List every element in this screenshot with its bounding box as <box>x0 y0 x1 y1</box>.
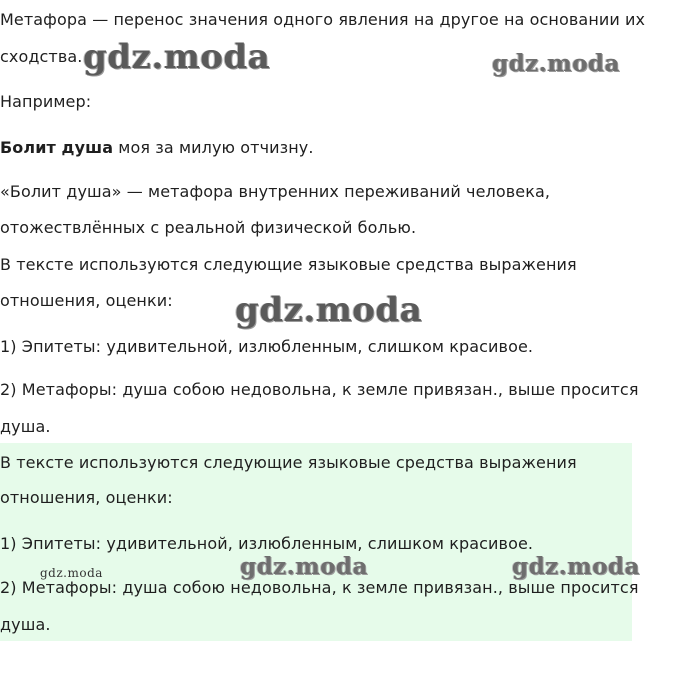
quote-rest-text: моя за милую отчизну. <box>113 138 314 157</box>
highlight-metaphors-line1: 2) Метафоры: душа собою недовольна, к земле привязан., выше просится <box>0 578 639 597</box>
paragraph-explanation-line1: «Болит душа» — метафора внутренних переживаний человека, <box>0 182 551 201</box>
highlight-metaphors-line2: душа. <box>0 615 51 634</box>
watermark-logo: gdz.moda <box>240 553 368 580</box>
paragraph-means-line1: В тексте используются следующие языковые средства выражения <box>0 255 577 274</box>
paragraph-epithets: 1) Эпитеты: удивительной, излюбленным, слишком красивое. <box>0 337 534 356</box>
watermark-logo: gdz.moda <box>83 37 271 77</box>
paragraph-metaphors-line1: 2) Метафоры: душа собою недовольна, к земле привязан., выше просится <box>0 380 639 399</box>
highlight-means-line1: В тексте используются следующие языковые средства выражения <box>0 453 577 472</box>
paragraph-explanation-line2: отожествлённых с реальной физической болью. <box>0 218 417 237</box>
paragraph-definition-line2: сходства. <box>0 47 83 66</box>
watermark-logo: gdz.moda <box>235 290 423 330</box>
paragraph-definition-line1: Метафора — перенос значения одного явления на другое на основании их <box>0 10 646 29</box>
highlight-epithets: 1) Эпитеты: удивительной, излюбленным, слишком красивое. <box>0 534 534 553</box>
watermark-logo: gdz.moda <box>40 566 103 580</box>
paragraph-example-quote <box>0 138 314 158</box>
watermark-logo: gdz.moda <box>512 553 640 580</box>
paragraph-means-line2: отношения, оценки: <box>0 291 173 310</box>
watermark-logo: gdz.moda <box>492 50 620 77</box>
paragraph-example-label: Например: <box>0 92 92 111</box>
highlight-means-line2: отношения, оценки: <box>0 488 173 507</box>
paragraph-metaphors-line2: душа. <box>0 417 51 436</box>
quote-bold-text: Болит душа <box>0 138 114 157</box>
